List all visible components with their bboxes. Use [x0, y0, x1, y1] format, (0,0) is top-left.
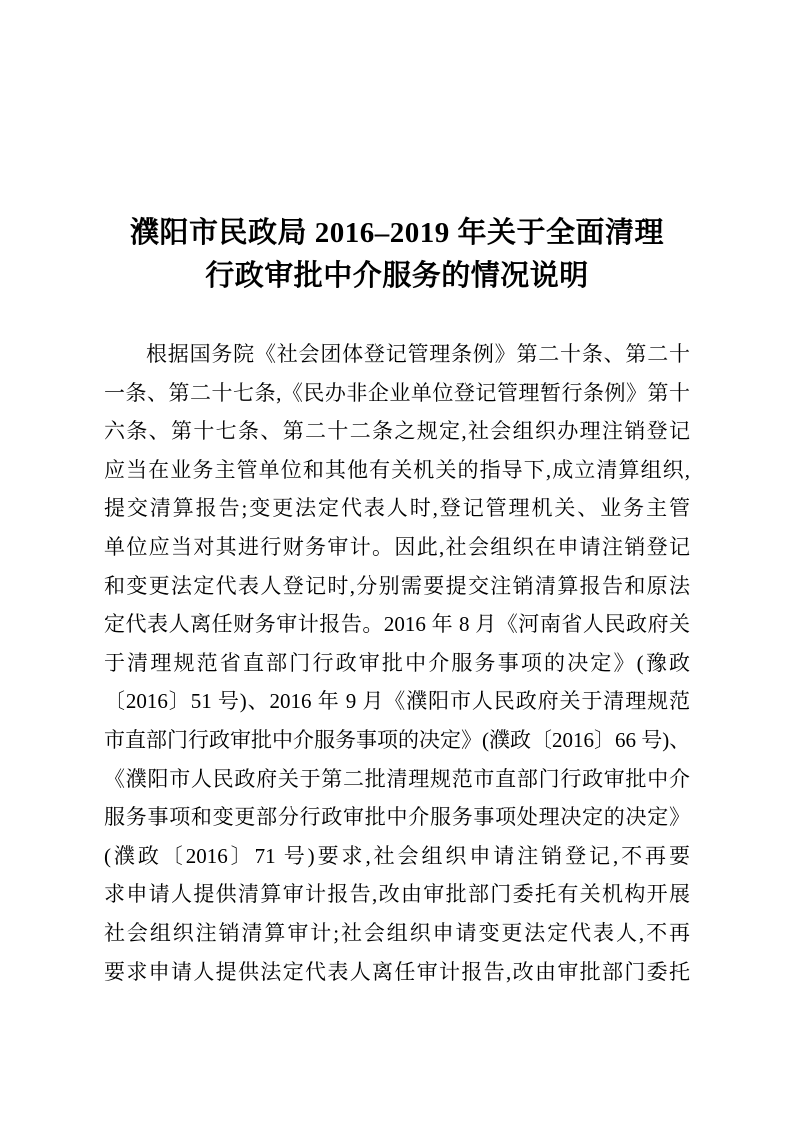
document-title-line1: 濮阳市民政局 2016–2019 年关于全面清理	[129, 217, 664, 249]
document-title-line2: 行政审批中介服务的情况说明	[205, 260, 589, 292]
paragraph-line: 提交清算报告;变更法定代表人时,登记管理机关、业务主管	[104, 496, 690, 521]
paragraph-line: 求申请人提供清算审计报告,改由审批部门委托有关机构开展	[104, 882, 690, 907]
document-title	[0, 0, 794, 298]
paragraph-line: 一条、第二十七条,《民办非企业单位登记管理暂行条例》第十	[104, 380, 690, 405]
paragraph-line: 要求申请人提供法定代表人离任审计报告,改由审批部门委托	[104, 959, 690, 984]
paragraph-line: 社会组织注销清算审计;社会组织申请变更法定代表人,不再	[104, 920, 690, 945]
paragraph-line: 六条、第十七条、第二十二条之规定,社会组织办理注销登记	[104, 419, 690, 444]
paragraph-line: 根据国务院《社会团体登记管理条例》第二十条、第二十	[146, 342, 690, 366]
paragraph-line: 市直部门行政审批中介服务事项的决定》(濮政〔2016〕66 号)、	[104, 727, 690, 752]
paragraph-line: (濮政〔2016〕71 号)要求,社会组织申请注销登记,不再要	[104, 843, 690, 868]
paragraph-line: 单位应当对其进行财务审计。因此,社会组织在申请注销登记	[104, 534, 690, 559]
paragraph-line: 于清理规范省直部门行政审批中介服务事项的决定》(豫政	[104, 650, 690, 675]
paragraph-line: 〔2016〕51 号)、2016 年 9 月《濮阳市人民政府关于清理规范	[104, 689, 690, 714]
paragraph-line: 《濮阳市人民政府关于第二批清理规范市直部门行政审批中介	[104, 766, 690, 791]
paragraph-line: 定代表人离任财务审计报告。2016 年 8 月《河南省人民政府关	[104, 612, 690, 637]
paragraph-line: 和变更法定代表人登记时,分别需要提交注销清算报告和原法	[104, 573, 690, 598]
paragraph-line: 服务事项和变更部分行政审批中介服务事项处理决定的决定》	[104, 805, 690, 830]
body-paragraph	[104, 335, 690, 991]
paragraph-line: 应当在业务主管单位和其他有关机关的指导下,成立清算组织,	[104, 457, 690, 482]
